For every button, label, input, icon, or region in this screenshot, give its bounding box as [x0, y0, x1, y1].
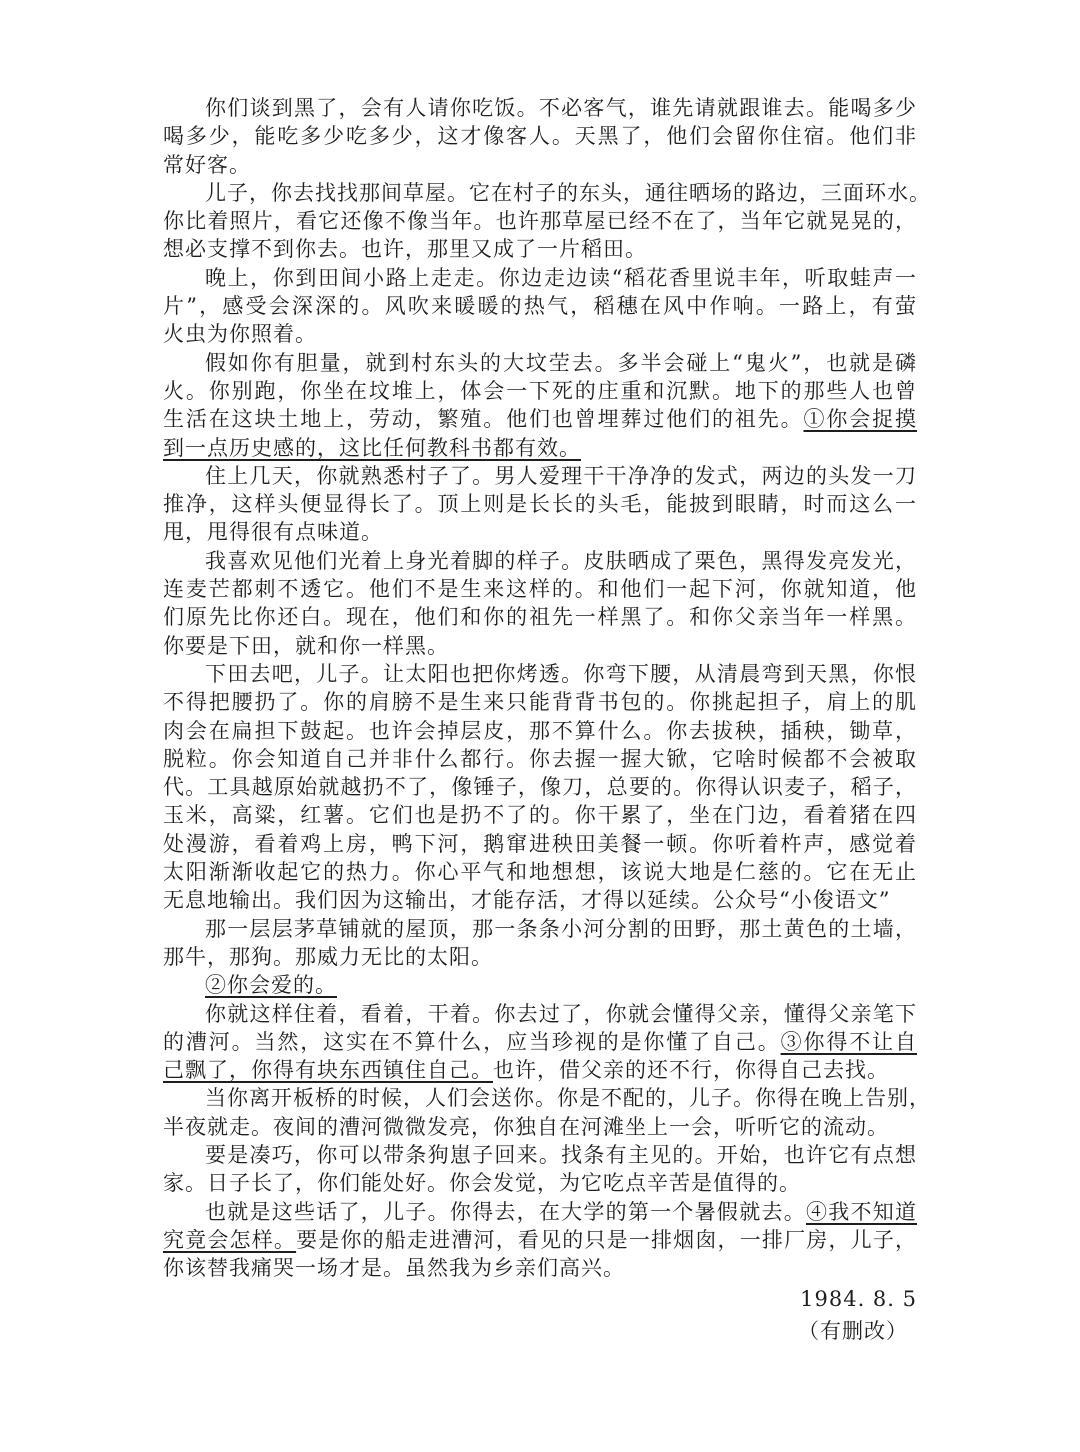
- underlined-question-text: ①你会捉摸: [803, 407, 917, 432]
- text-line: [163, 1113, 917, 1141]
- text-line: [163, 518, 917, 546]
- text-line: [163, 1028, 917, 1056]
- underlined-question-text: ③你得不让自: [780, 1029, 917, 1054]
- text-line: [163, 377, 917, 405]
- text-segment: 们原先比你还白。现在，他们和你的祖先一样黑了。和你父亲当年一样黑。: [163, 605, 917, 630]
- text-line: [163, 1141, 917, 1169]
- text-line: [163, 603, 917, 631]
- text-segment: 假如你有胆量，就到村东头的大坟茔去。多半会碰上“鬼火”，也就是磷: [205, 350, 917, 375]
- text-line: [163, 462, 917, 490]
- text-segment: 火虫为你照着。: [163, 322, 317, 347]
- text-line: [163, 801, 917, 829]
- text-segment: 家。日子长了，你们能处好。你会发觉，为它吃点辛苦是值得的。: [163, 1171, 801, 1196]
- text-line: [163, 745, 917, 773]
- article-body: [163, 94, 931, 1282]
- text-segment: 火。你别跑，你坐在坟堆上，体会一下死的庄重和沉默。地下的那些人也曾: [163, 378, 917, 403]
- text-line: [163, 688, 917, 716]
- text-segment: 甩，甩得很有点味道。: [163, 520, 383, 545]
- text-line: [163, 971, 917, 999]
- text-segment: 无息地输出。我们因为这输出，才能存活，才得以延续。公众号“小俊语文”: [163, 888, 891, 913]
- text-line: [163, 660, 917, 688]
- text-segment: 你们谈到黑了，会有人请你吃饭。不必客气，谁先请就跟谁去。能喝多少: [205, 96, 917, 120]
- text-segment: 生活在这块土地上，劳动，繁殖。他们也曾埋葬过他们的祖先。: [163, 407, 804, 432]
- text-segment: 你该替我痛哭一场才是。虽然我为乡亲们高兴。: [163, 1256, 625, 1281]
- text-segment: 连麦芒都刺不透它。他们不是生来这样的。和他们一起下河，你就知道，他: [163, 577, 917, 602]
- underlined-question-text: 己飘了，你得有块东西镇住自己。: [163, 1058, 493, 1083]
- text-line: [163, 858, 917, 886]
- text-segment: 下田去吧，儿子。让太阳也把你烤透。你弯下腰，从清晨弯到天黑，你恨: [205, 661, 917, 686]
- text-line: [163, 830, 917, 858]
- text-segment: 住上几天，你就熟悉村子了。男人爱理干干净净的发式，两边的头发一刀: [205, 463, 917, 488]
- text-line: [163, 122, 917, 150]
- text-line: [163, 915, 917, 943]
- text-line: [163, 632, 917, 660]
- text-line: [163, 886, 917, 914]
- article-date: 1984. 8. 5: [800, 1287, 917, 1311]
- text-segment: 当你离开板桥的时候，人们会送你。你是不配的，儿子。你得在晚上告别，: [205, 1086, 931, 1111]
- text-segment: 你就这样住着，看着，干着。你去过了，你就会懂得父亲，懂得父亲笔下: [205, 1001, 917, 1026]
- text-segment: 不得把腰扔了。你的肩膀不是生来只能背背书包的。你挑起担子，肩上的肌: [163, 690, 917, 715]
- text-segment: 要是你的船走进漕河，看见的只是一排烟囱，一排厂房，儿子，: [296, 1227, 918, 1252]
- text-segment: 脱粒。你会知道自己并非什么都行。你去握一握大锨，它啥时候都不会被取: [163, 746, 917, 771]
- text-line: [163, 1198, 917, 1226]
- text-line: [163, 151, 917, 179]
- text-line: [163, 1254, 917, 1282]
- text-line: [163, 717, 917, 745]
- source-note: （有删改）: [798, 1319, 908, 1343]
- text-line: [163, 292, 917, 320]
- text-segment: 想必支撑不到你去。也许，那里又成了一片稻田。: [163, 237, 647, 262]
- text-segment: 喝多少，能吃多少吃多少，这才像客人。天黑了，他们会留你住宿。他们非: [163, 124, 917, 149]
- underlined-question-text: ④我不知道: [805, 1199, 918, 1224]
- text-segment: 常好客。: [163, 152, 251, 177]
- text-segment: 也就是这些话了，儿子。你得去，在大学的第一个暑假就去。: [205, 1199, 806, 1224]
- text-line: [163, 179, 931, 207]
- text-line: [163, 235, 917, 263]
- underlined-question-text: ②你会爱的。: [205, 973, 337, 998]
- text-line: [163, 94, 917, 122]
- text-segment: 的漕河。当然，这实在不算什么，应当珍视的是你懂了自己。: [163, 1029, 781, 1054]
- text-line: [163, 320, 917, 348]
- text-segment: 推净，这样头便显得长了。顶上则是长长的头毛，能披到眼睛，时而这么一: [163, 492, 917, 517]
- text-segment: 片”，感受会深深的。风吹来暖暖的热气，稻穗在风中作响。一路上，有萤: [163, 294, 917, 319]
- text-line: [163, 207, 917, 235]
- text-segment: 处漫游，看着鸡上房，鸭下河，鹅窜进秧田美餐一顿。你听着杵声，感觉着: [163, 831, 917, 856]
- text-segment: 代。工具越原始就越扔不了，像锤子，像刀，总要的。你得认识麦子，稻子，: [163, 775, 917, 800]
- text-segment: 我喜欢见他们光着上身光着脚的样子。皮肤晒成了栗色，黑得发亮发光，: [205, 548, 917, 573]
- underlined-question-text: 到一点历史感的，这比任何教科书都有效。: [163, 435, 581, 460]
- text-segment: 那牛，那狗。那威力无比的太阳。: [163, 944, 493, 969]
- text-line: [163, 490, 917, 518]
- text-line: [163, 1000, 917, 1028]
- text-segment: 半夜就走。夜间的漕河微微发亮，你独自在河滩坐上一会，听听它的流动。: [163, 1114, 889, 1139]
- text-line: [163, 1056, 917, 1084]
- text-line: [163, 264, 917, 292]
- text-segment: 玉米，高粱，红薯。它们也是扔不了的。你干累了，坐在门边，看着猪在四: [163, 803, 917, 828]
- text-segment: 肉会在扁担下鼓起。也许会掉层皮，那不算什么。你去拔秧，插秧，锄草，: [163, 718, 917, 743]
- text-segment: 你要是下田，就和你一样黑。: [163, 633, 449, 658]
- text-line: [163, 349, 917, 377]
- text-segment: 太阳渐渐收起它的热力。你心平气和地想想，该说大地是仁慈的。它在无止: [163, 860, 917, 885]
- text-segment: 也许，借父亲的还不行，你得自己去找。: [493, 1058, 889, 1083]
- text-line: [163, 575, 917, 603]
- text-line: [163, 943, 917, 971]
- text-segment: 晚上，你到田间小路上走走。你边走边读“稻花香里说丰年，听取蛙声一: [205, 265, 917, 290]
- text-segment: 要是凑巧，你可以带条狗崽子回来。找条有主见的。开始，也许它有点想: [205, 1142, 917, 1167]
- text-line: [163, 773, 917, 801]
- text-line: [163, 1084, 931, 1112]
- text-segment: 那一层层茅草铺就的屋顶，那一条条小河分割的田野，那土黄色的土墙，: [205, 916, 917, 941]
- text-line: [163, 405, 917, 433]
- underlined-question-text: 究竟会怎样。: [163, 1227, 297, 1252]
- text-line: [163, 547, 917, 575]
- text-segment: 你比着照片，看它还像不像当年。也许那草屋已经不在了，当年它就晃晃的，: [163, 209, 917, 234]
- text-line: [163, 1226, 917, 1254]
- text-line: [163, 434, 917, 462]
- text-segment: 儿子，你去找找那间草屋。它在村子的东头，通往晒场的路边，三面环水。: [205, 180, 931, 205]
- text-line: [163, 1169, 917, 1197]
